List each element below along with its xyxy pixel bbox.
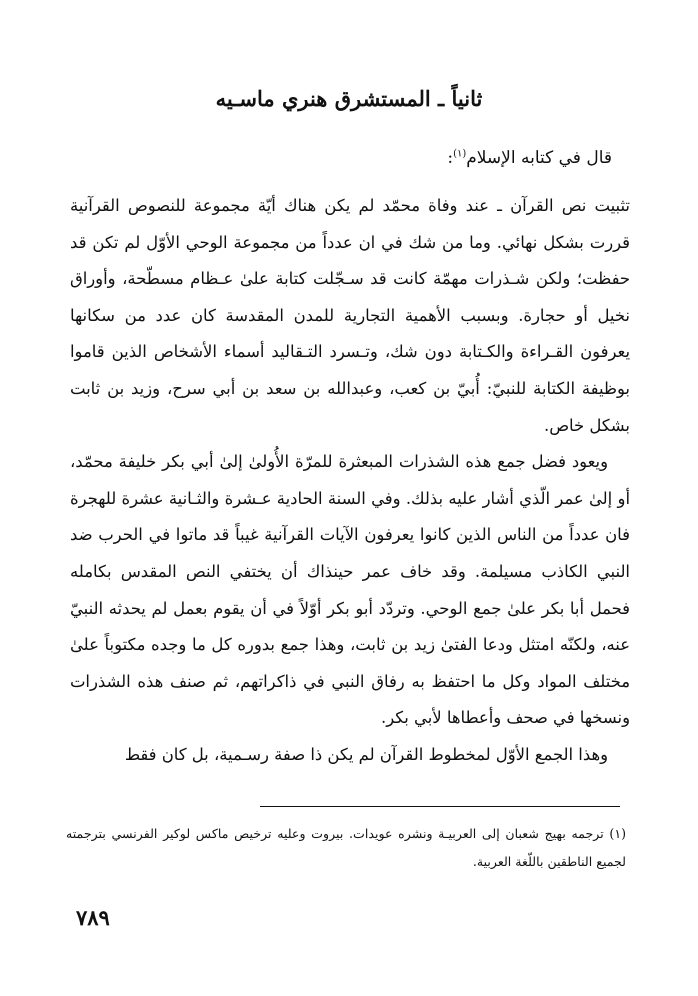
main-text [70, 188, 630, 774]
section-heading: ثانياً ـ المستشرق هنري ماسـيه [215, 86, 483, 111]
footnote: (١) ترجمه بهيج شعبان إلى العربيـة ونشره عويدات. بيروت وعليه ترخيص ماكس لوكير الفرنسي بترجمته لجميع الناطقين باللّغة العربية. [66, 826, 626, 869]
intro-colon: : [447, 148, 454, 168]
intro-line [72, 148, 612, 168]
footnote-divider [260, 806, 620, 807]
paragraph-3: وهذا الجمع الأوّل لمخطوط القرآن لم يكن ذا صفة رسـمية، بل كان فقط [124, 744, 608, 764]
intro-text: قال في كتابه الإسلام [466, 148, 612, 168]
paragraph-1: تثبيت نص القرآن ـ عند وفاة محمّد لم يكن هناك أيّة مجموعة للنصوص القرآنية قررت بشكل نهائي. وما من شك في ان عدداً من مجموعة الوحي الأوّل لم تكن قد حفظت؛ ولكن شـذرات مهمّة كانت قد سـجّلت كتابة علىٰ عـظام مسطّحة، وأوراق نخيل أو حجارة. وبسبب الأهمية التجارية للمدن المقدسة كان عدد من سكانها يعرفون القـراءة والكـتابة دون شك، وتـسرد التـقاليد أسماء الأشخاص الذين قاموا بوظيفة الكتابة للنبيّ: أُبيّ بن كعب، وعبدالله بن سعد بن أبي سرح، وزيد بن ثابت بشكل خاص. [70, 196, 630, 435]
page-number: ٧٨٩ [76, 905, 110, 930]
paragraph-2: ويعود فضل جمع هذه الشذرات المبعثرة للمرّة الأُولىٰ إلىٰ أبي بكر خليفة محمّد، أو إلىٰ عمر الّذي أشار عليه بذلك. وفي السنة الحادية عـشرة والثـانية عشرة للهجرة فان عدداً من الناس الذين كانوا يعرفون الآيات القرآنية غيباً قد ماتوا في الحرب ضد النبي الكاذب مسيلمة. وقد خاف عمر حينذاك أن يختفي النص المقدس بكامله فحمل أبا بكر علىٰ جمع الوحي. وتردّد أبو بكر أوّلاً في أن يقوم بعمل لم يحدثه النبيّ عنه، ولكنّه امتثل ودعا الفتىٰ زيد بن ثابت، وهذا جمع بدوره كل ما وجده مكتوباً علىٰ مختلف المواد وكل ما احتفظ به رفاق النبي في ذاكراتهم، ثم صنف هذه الشذرات ونسخها في صحف وأعطاها لأبي بكر. [70, 452, 630, 728]
footnote-reference[interactable]: (١) [453, 148, 467, 160]
